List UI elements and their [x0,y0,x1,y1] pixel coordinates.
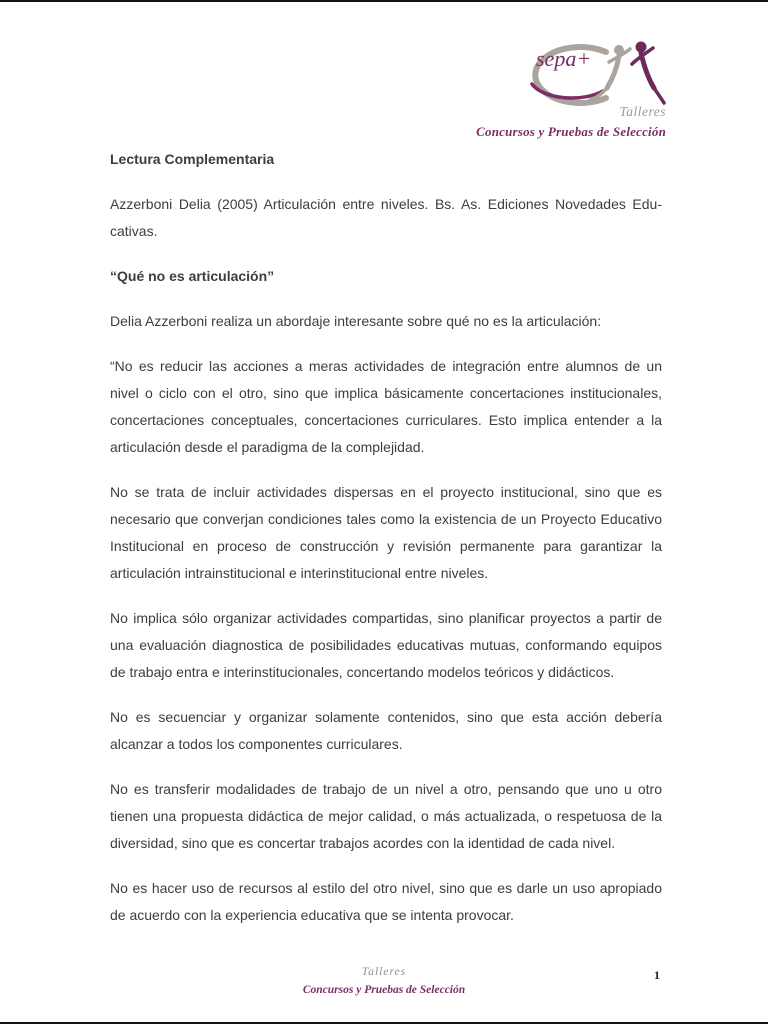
heading-lectura-complementaria: Lectura Complementaria [110,151,275,167]
subheading-que-no-es-articulacion: “Qué no es articulación” [110,268,275,284]
intro-paragraph: Delia Azzerboni realiza un abordaje interesante sobre qué no es la articulación: [110,313,602,329]
paragraph-2: No se trata de incluir actividades dispersas en el proyecto institucional, sino que es necesario que converjan condiciones tales como la existencia de un Proyecto Educativo Institucional en proceso de construcción y revisión permanente para garantizar la articulación intrainstitucional e interinstitucional entre niveles. [110,484,662,581]
footer-center [0,966,768,996]
paragraph-1: “No es reducir las acciones a meras actividades de integración entre alumnos de un nivel o ciclo con el otro, sino que implica básicamente concertaciones institucionales, concertaciones conceptuales, concertaciones curriculares. Esto implica entender a la articulación desde el paradigma de la complejidad. [110,358,662,455]
document-body [110,146,662,947]
page-top-edge [0,0,768,2]
logo-brand-text: sepa+ [536,46,592,71]
paragraph-6: No es hacer uso de recursos al estilo del otro nivel, sino que es darle un uso apropiado de acuerdo con la experiencia educativa que se intenta provocar. [110,880,662,923]
page-number: 1 [654,968,660,982]
citation: Azzerboni Delia (2005) Articulación entre niveles. Bs. As. Ediciones Novedades Educativas. [110,196,662,239]
header-logo [466,20,666,140]
paragraph-4: No es secuenciar y organizar solamente contenidos, sino que esta acción debería alcanzar a todos los componentes curriculares. [110,709,662,752]
logo-tagline-talleres: Talleres [619,104,666,119]
footer-concursos: Concursos y Pruebas de Selección [302,984,466,996]
paragraph-5: No es transferir modalidades de trabajo de un nivel a otro, pensando que uno u otro tienen una propuesta didáctica de mejor calidad, o más actualizada, o respetuosa de la diversidad, sino que es concertar trabajos acordes con la identidad de cada nivel. [110,781,662,851]
paragraph-3: No implica sólo organizar actividades compartidas, sino planificar proyectos a partir de una evaluación diagnostica de posibilidades educativas mutuas, conformando equipos de trabajo entra e interinstitucionales, concertando modelos teóricos y didácticos. [110,610,662,680]
footer [0,966,768,996]
gray-figure-icon [590,45,630,100]
purple-figure-icon [632,42,664,104]
footer-talleres: Talleres [361,966,407,978]
logo-tagline-concursos: Concursos y Pruebas de Selección [476,124,666,139]
